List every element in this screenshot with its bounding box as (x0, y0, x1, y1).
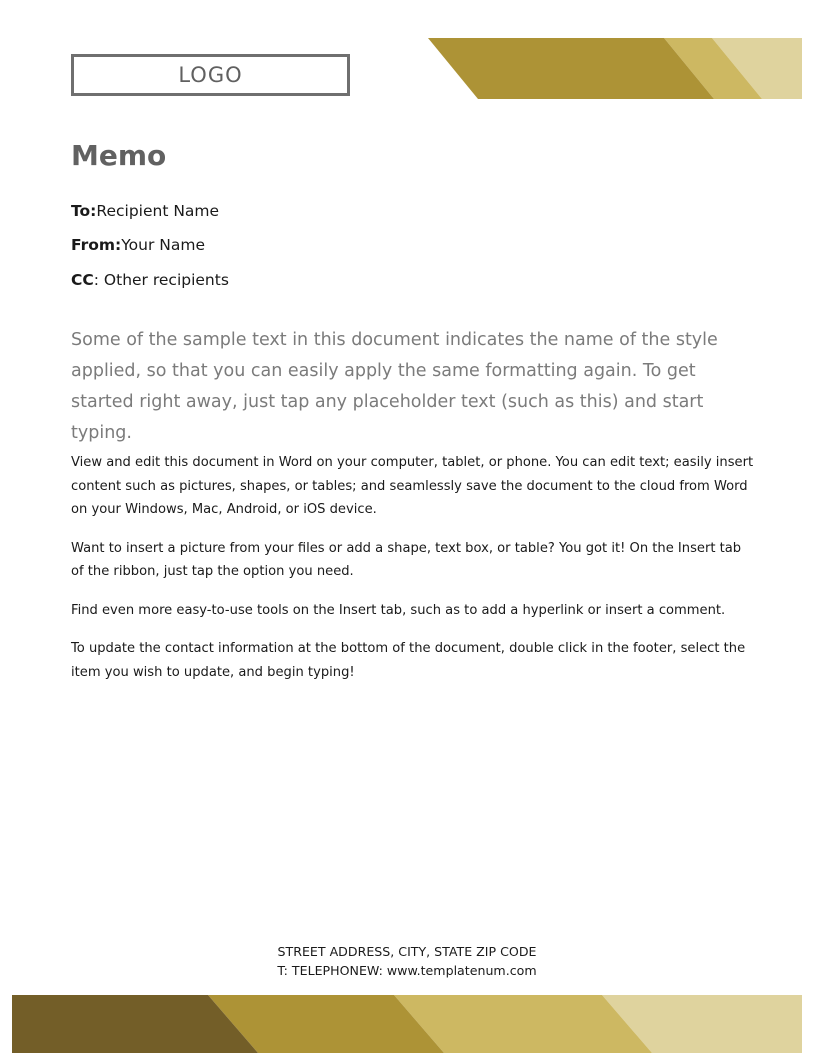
footer-address: STREET ADDRESS, CITY, STATE ZIP CODE (277, 944, 537, 959)
from-field (71, 236, 205, 254)
to-label: To: (71, 202, 97, 220)
footer-contact: T: TELEPHONEW: www.templatenum.com (277, 963, 537, 978)
body-paragraph: To update the contact information at the bottom of the document, double click in the footer, select the item you wish to update, and begin typing! (71, 641, 746, 680)
body-paragraph: View and edit this document in Word on your computer, tablet, or phone. You can edit text; easily insert content such as pictures, shapes, or tables; and seamlessly save the document to the cloud from Word on your Windows, Mac, Android, or iOS device. (71, 455, 754, 517)
footer-decorative-band (12, 995, 802, 1053)
cc-field (71, 271, 229, 289)
logo-placeholder (71, 54, 350, 96)
memo-title: Memo (71, 139, 167, 172)
from-value: Your Name (121, 236, 205, 254)
body-paragraph: Find even more easy-to-use tools on the Insert tab, such as to add a hyperlink or insert a comment. (71, 602, 726, 618)
cc-label: CC (71, 271, 94, 289)
cc-value: : Other recipients (93, 271, 229, 289)
to-value: Recipient Name (96, 202, 220, 220)
header-band-gold (428, 38, 714, 99)
header-decorative-band (428, 38, 802, 99)
intro-paragraph: Some of the sample text in this document indicates the name of the style applied, so that you can easily apply the same formatting again. To get started right away, just tap any placeholder text (such as this) and start typing. (71, 330, 718, 443)
body-paragraph: Want to insert a picture from your files or add a shape, text box, or table? You got it! On the Insert tab of the ribbon, just tap the option you need. (71, 540, 742, 579)
from-label: From: (71, 236, 122, 254)
memo-body (71, 451, 756, 699)
logo-text: LOGO (178, 63, 243, 87)
to-field (71, 202, 219, 220)
